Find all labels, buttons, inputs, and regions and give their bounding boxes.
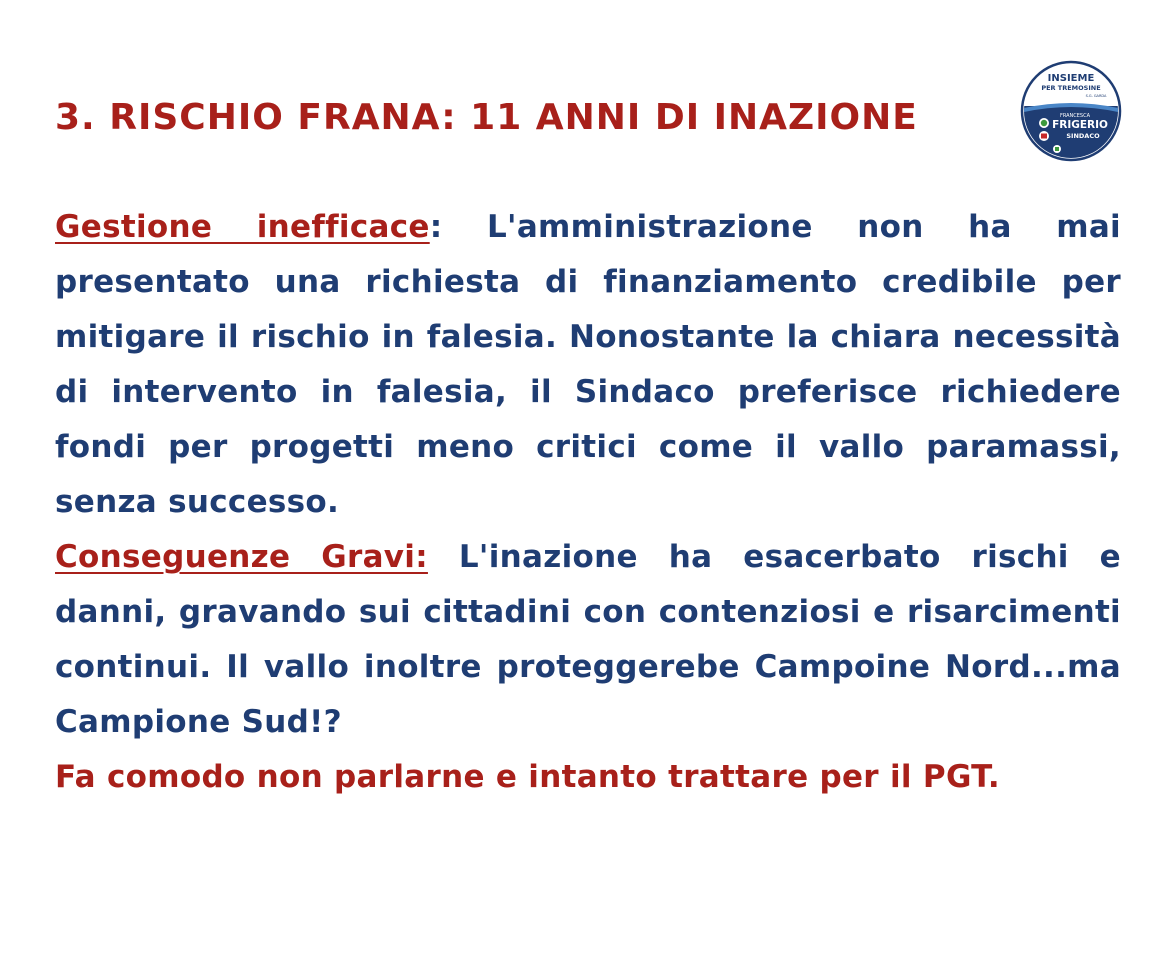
- section-text-conseguenze: L'inazione ha esacerbato rischi e danni, gravando sui cittadini con contenziosi e risarcimenti continui. Il vallo inoltre proteggerebe Campoine Nord...ma Campione Sud!?: [55, 539, 1121, 740]
- section-text-gestione: L'amministrazione non ha mai presentato una richiesta di finanziamento credibile per mitigare il rischio in falesia. Nonostante la chiara necessità di intervento in falesia, il Sindaco preferisce richiedere fondi per progetti meno critici come il vallo paramassi, senza successo.: [55, 209, 1121, 520]
- page-title: 3. RISCHIO FRANA: 11 ANNI DI INAZIONE: [55, 97, 918, 138]
- section-label-conseguenze: Conseguenze Gravi:: [55, 539, 428, 575]
- main-text: [55, 200, 1121, 805]
- logo-surname: FRIGERIO: [1052, 119, 1108, 131]
- section-conseguenze: [55, 530, 1121, 750]
- logo-line1: INSIEME: [1047, 73, 1095, 84]
- section-separator: [428, 539, 459, 575]
- logo-role: SINDACO: [1066, 132, 1100, 140]
- closing-statement: Fa comodo non parlarne e intanto trattare per il PGT.: [55, 759, 1000, 795]
- logo-line3: S.G. GARDA: [1085, 94, 1107, 98]
- logo-firstname: FRANCESCA: [1059, 113, 1091, 119]
- section-label-gestione: Gestione inefficace: [55, 209, 430, 245]
- section-gestione: [55, 200, 1121, 530]
- logo-line2: PER TREMOSINE: [1041, 84, 1101, 92]
- section-separator: :: [429, 209, 487, 245]
- campaign-logo: [1020, 60, 1122, 162]
